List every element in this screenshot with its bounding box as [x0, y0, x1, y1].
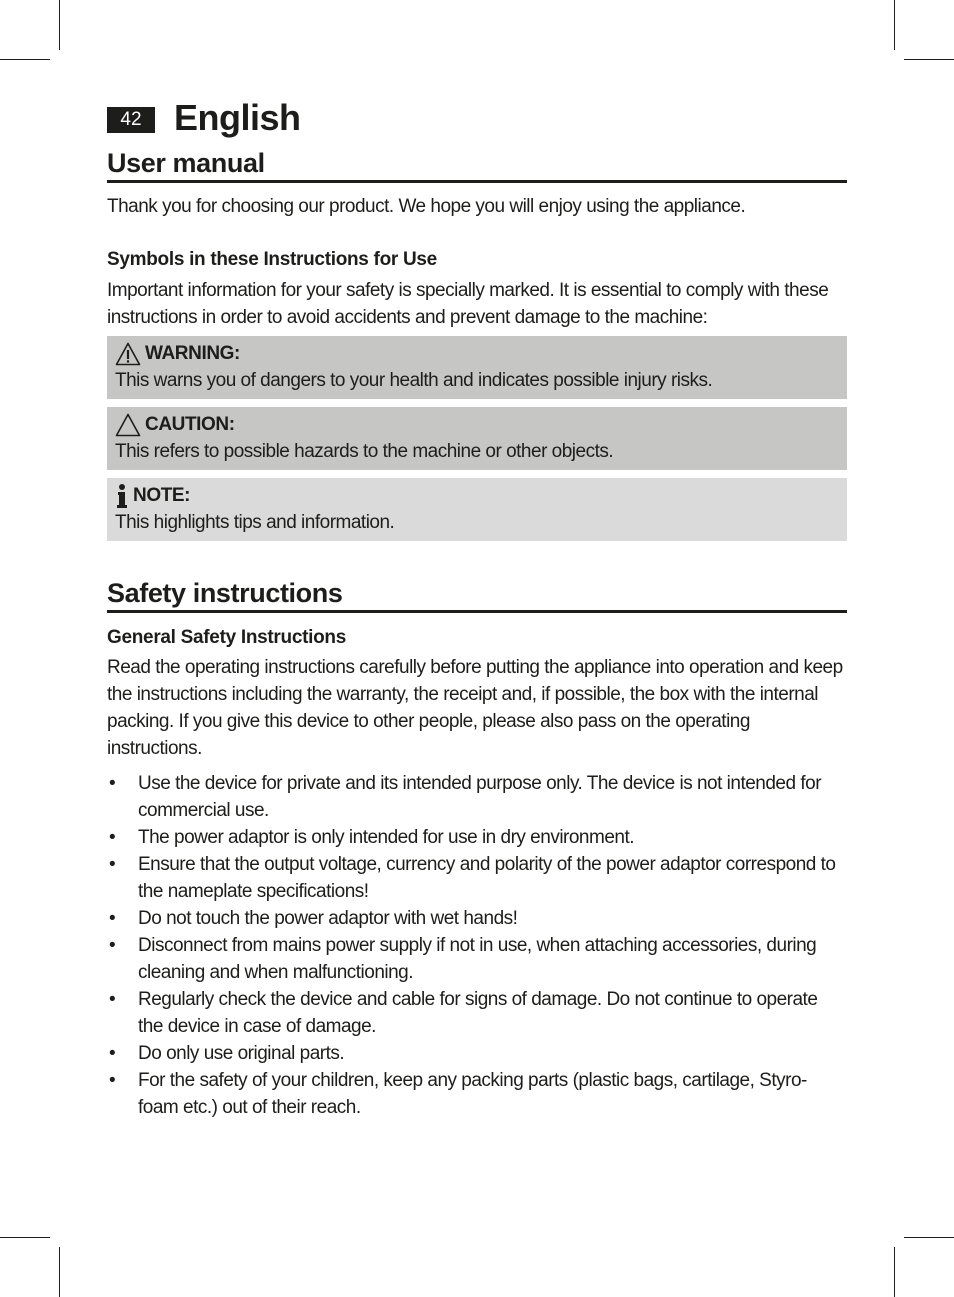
caution-label: CAUTION: [145, 414, 235, 435]
crop-mark-bottom-right-horizontal [904, 1237, 954, 1238]
page-header [107, 98, 847, 138]
section-divider [107, 180, 847, 183]
warning-box [107, 336, 847, 399]
safety-bullet-list [107, 770, 847, 1121]
list-item: • For the safety of your children, keep any packing parts (plastic bags, cartilage, Styro-foam etc.) out of their reach. [107, 1067, 847, 1121]
general-safety-text: Read the operating instructions carefully before putting the appliance into operation and keep the instructions including the warranty, the receipt and, if possible, the box with the internal packing. If you give this device to other people, please also pass on the operating instructions. [107, 657, 843, 759]
language-title: English [174, 97, 301, 138]
list-item: • Disconnect from mains power supply if not in use, when attaching accessories, during cleaning and when malfunctioning. [107, 932, 847, 986]
crop-mark-bottom-left-vertical [59, 1247, 60, 1297]
crop-mark-top-left-vertical [59, 0, 60, 50]
section-divider [107, 610, 847, 613]
page-number: 42 [107, 107, 155, 133]
warning-label: WARNING: [145, 343, 240, 364]
caution-label-row [115, 411, 839, 438]
crop-mark-bottom-left-horizontal [0, 1237, 50, 1238]
symbols-text: Important information for your safety is specially marked. It is essential to comply with these instructions in order to avoid accidents and prevent damage to the machine: [107, 280, 829, 328]
note-label: NOTE: [133, 485, 191, 506]
list-item: • Ensure that the output voltage, currency and polarity of the power adaptor correspond to the nameplate specifications! [107, 851, 847, 905]
note-label-row [115, 482, 839, 509]
crop-mark-top-right-vertical [894, 0, 895, 50]
user-manual-title: User manual [107, 148, 265, 178]
caution-text: This refers to possible hazards to the machine or other objects. [115, 441, 614, 462]
caution-triangle-icon [115, 413, 141, 437]
list-item: • Do not touch the power adaptor with wet hands! [107, 905, 847, 932]
crop-mark-top-left-horizontal [0, 59, 50, 60]
page-content [107, 98, 847, 1121]
warning-text: This warns you of dangers to your health and indicates possible injury risks. [115, 370, 713, 391]
info-icon [115, 483, 129, 509]
intro-text: Thank you for choosing our product. We hope you will enjoy using the appliance. [107, 196, 746, 217]
general-safety-heading: General Safety Instructions [107, 627, 346, 648]
crop-mark-bottom-right-vertical [894, 1247, 895, 1297]
list-item: • Use the device for private and its intended purpose only. The device is not intended for commercial use. [107, 770, 847, 824]
warning-triangle-icon [115, 342, 141, 366]
list-item: • Do only use original parts. [107, 1040, 847, 1067]
crop-mark-top-right-horizontal [904, 59, 954, 60]
list-item: • The power adaptor is only intended for use in dry environment. [107, 824, 847, 851]
safety-instructions-title: Safety instructions [107, 578, 343, 608]
note-text: This highlights tips and information. [115, 512, 395, 533]
note-box [107, 478, 847, 541]
list-item: • Regularly check the device and cable for signs of damage. Do not continue to operate the device in case of damage. [107, 986, 847, 1040]
caution-box [107, 407, 847, 470]
warning-label-row [115, 340, 839, 367]
symbols-heading: Symbols in these Instructions for Use [107, 249, 437, 270]
